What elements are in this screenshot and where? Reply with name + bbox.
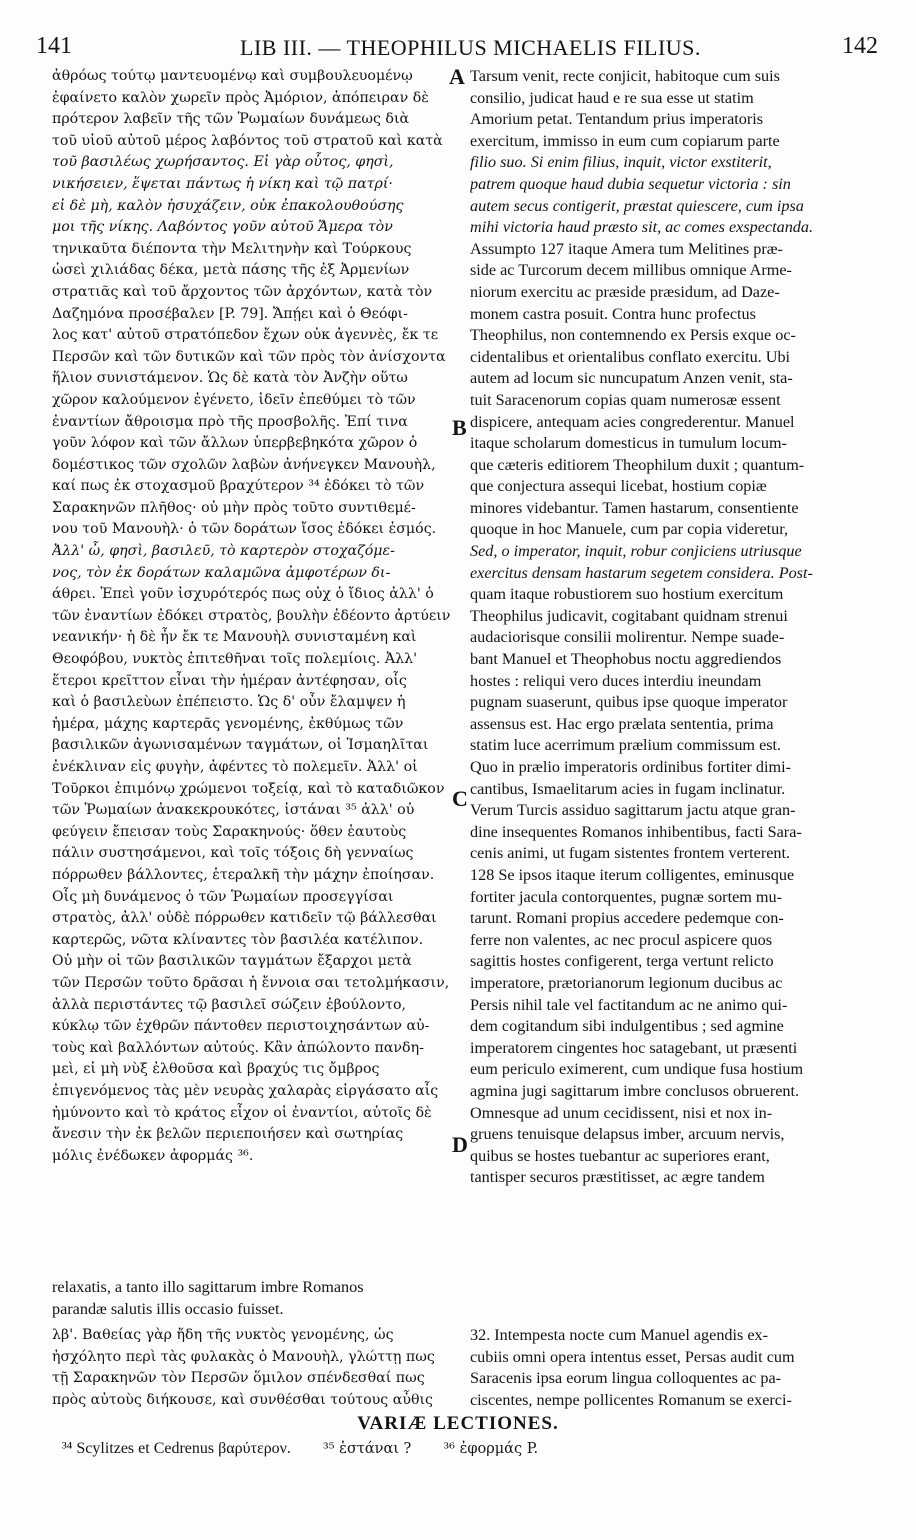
margin-letter-b: B: [452, 415, 467, 440]
footnotes: [62, 1440, 566, 1458]
greek-text-line: Θεοφόβου, νυκτὸς ἐπιτεθῆναι τοῖς πολεμίοις. Ἀλλ': [52, 651, 417, 668]
margin-letter-d: D: [452, 1132, 468, 1157]
greek-text-line: Τοῦρκοι ἐπιμόνῳ χρώμενοι τοξείᾳ, καὶ τὸ καταδιῶκον: [52, 780, 445, 797]
latin-text-line: Theophilus, non contemnendo ex Persis exque oc-: [470, 326, 796, 345]
greek-text-line: Οὐ μὴν οἱ τῶν βασιλικῶν ταγμάτων ἔξαρχοι μετὰ: [52, 953, 412, 970]
latin-text-line: exercitus densam hastarum segetem considera. Post-: [470, 563, 813, 582]
latin-text-line: quoque in hoc Manuele, cum par copia videretur,: [470, 520, 789, 539]
greek-text-line: μόλις ἐνέδωκεν ἀφορμάς ³⁶.: [52, 1147, 254, 1164]
latin-text-line: tarunt. Romani propius accedere pedemque con-: [470, 909, 784, 928]
greek-text-line: ἡμέρα, μάχης καρτερᾶς γενομένης, ἐκθύμως τῶν: [52, 715, 404, 732]
latin-text-line: Omnesque ad unum cecidissent, nisi et nox in-: [470, 1103, 773, 1122]
footnote: ³⁴ Scylitzes et Cedrenus βαρύτερον.: [62, 1440, 291, 1457]
greek-text-line: Περσῶν καὶ τῶν δυτικῶν καὶ τῶν πρὸς τὸν ἀνίσχοντα: [52, 348, 446, 365]
latin-text-line: niorum exercitu ac præside præsidum, ad Daze-: [470, 282, 780, 301]
greek-text-line: ἥλιον συνιστάμενον. Ὡς δὲ κατὰ τὸν Ἀνζὴν οὕτω: [52, 370, 408, 387]
latin-text-line: quam itaque robustiorem suo hostium exercitum: [470, 585, 784, 604]
continuation-line: parandæ salutis illis occasio fuisset.: [52, 1299, 284, 1318]
greek-text-line: ἠσχόλητο περὶ τὰς φυλακὰς ὁ Μανουὴλ, γλώττῃ πως: [52, 1348, 435, 1365]
greek-text-line: νος, τὸν ἐκ δοράτων καλαμῶνα ἀμφοτέρων δι-: [52, 564, 391, 581]
greek-text-line: τοὺς καὶ βαλλόντων αὐτούς. Κἂν ἀπώλοντο πανδη-: [52, 1039, 424, 1056]
latin-text-line: hostes : reliqui vero duces interdiu ineundam: [470, 671, 762, 690]
greek-text-line: φεύγειν ἔπεισαν τοὺς Σαρακηνούς· ὅθεν ἑαυτοὺς: [52, 823, 407, 840]
latin-text-line: autem ad locum sic nuncupatum Anzen venit, sta-: [470, 369, 793, 388]
greek-text-line: στρατιᾶς καὶ τοῦ ἄρχοντος τῶν ἀρχόντων, κατὰ τὸν: [52, 283, 433, 300]
greek-text-line: ἄνεσιν τὴν ἐκ βελῶν περιεποιήσεν καὶ σωτηρίας: [52, 1126, 404, 1143]
latin-text-line: Tarsum venit, recte conjicit, habitoque cum suis: [470, 67, 780, 85]
latin-column: [470, 66, 878, 1189]
greek-text-line: ὡσεὶ χιλιάδας δέκα, μετὰ πάσης τῆς ἐξ Ἀρμενίων: [52, 262, 410, 279]
full-width-continuation: [52, 1277, 878, 1320]
latin-text-line: consilio, judicat haud e re sua esse ut statim: [470, 88, 754, 107]
greek-text-line: ἐπιγενόμενος τὰς μὲν νευρὰς χαλαρὰς εἰργάσατο αἷς: [52, 1082, 439, 1099]
greek-text-line: νου τοῦ Μανουὴλ· ὁ τῶν δοράτων ἴσος ἐδόκει ἐσμός.: [52, 521, 437, 538]
greek-text-line: γοῦν λόφον καὶ τῶν ἄλλων ὑπερβεβηκότα χῶρον ὁ: [52, 435, 418, 452]
latin-text-line: monem castra posuit. Contra hunc profectus: [470, 304, 756, 323]
greek-text-line: τοῦ βασιλέως χωρήσαντος. Εἰ γὰρ οὗτος, φησὶ,: [52, 154, 394, 171]
greek-text-line: βασιλικῶν ἀγωνισαμένων ταγμάτων, οἱ Ἰσμαηλῖται: [52, 737, 429, 754]
greek-text-line: νεανικήν· ἡ δὲ ἦν ἔκ τε Μανουὴλ συνισταμένη καὶ: [52, 629, 417, 646]
latin-text-line: fortiter jacula contorquentes, pugnæ sortem mu-: [470, 887, 782, 906]
latin-text-line: cubiis omni opera intentus esset, Persas audit cum: [470, 1347, 795, 1366]
latin-text-line: autem secus contigerit, præstat quiescere, cum ipsa: [470, 196, 804, 215]
greek-text-line: Οἷς μὴ δυνάμενος ὁ τῶν Ῥωμαίων προσεγγίσαι: [52, 888, 394, 905]
greek-text-line: Σαρακηνῶν πλῆθος· οὐ μὴν πρὸς τοῦτο συντιθεμέ-: [52, 499, 416, 516]
greek-text-line: πόρρωθεν βάλλοντες, ἑτεραλκῆ τὴν μάχην ἐποίησαν.: [52, 866, 435, 883]
greek-text-line: ἀθρόως τούτῳ μαντευομένῳ καὶ συμβουλευομένῳ: [52, 68, 413, 84]
latin-text-line: quibus se hostes tuebantur ac superiores erant,: [470, 1146, 770, 1165]
latin-text-line: dispicere, antequam acies congrederentur. Manuel: [470, 412, 795, 431]
latin-text-line: side ac Turcorum decem millibus omnique Arme-: [470, 261, 792, 280]
latin-text-line: statim luce acerrimum prælium commissum est.: [470, 736, 782, 755]
greek-text-line: ἐφαίνετο καλὸν χωρεῖν πρὸς Ἀμόριον, ἀπόπειραν δὲ: [52, 89, 429, 106]
continuation-line: relaxatis, a tanto illo sagittarum imbre Romanos: [52, 1278, 364, 1296]
latin-text-line: patrem quoque haud dubia sequetur victoria : sin: [470, 174, 791, 193]
latin-text-line: Persis nihil tale vel factitandum ac ne animo qui-: [470, 995, 788, 1014]
latin-text-line: 32. Intempesta nocte cum Manuel agendis ex-: [470, 1326, 769, 1344]
greek-text-line: λος κατ' αὐτοῦ στρατόπεδον ἔχων οὐκ ἀγεννὲς, ἔκ τε: [52, 327, 439, 344]
page-number-left: 141: [36, 33, 72, 59]
latin-text-line: dem cogitandum sibi indulgentibus ; sed agmine: [470, 1017, 784, 1036]
greek-column: [52, 66, 456, 1167]
latin-text-line: que cæteris editiorem Theophilum duxit ; quantum-: [470, 455, 805, 474]
latin-text-line: filio suo. Si enim filius, inquit, victor exstiterit,: [470, 153, 772, 172]
greek-text-line: ἠμύνοντο καὶ τὸ κράτος εἶχον οἱ ἐναντίοι, αὐτοῖς δὲ: [52, 1104, 432, 1121]
greek-text-line: Δαζημόνα προσέβαλεν [P. 79]. Ἄπῄει καὶ ὁ Θεόφι-: [52, 305, 408, 322]
latin-text-line: Assumpto 127 itaque Amera tum Melitines præ-: [470, 239, 783, 258]
latin-text-line: bant Manuel et Theophobus noctu aggrediendos: [470, 650, 782, 669]
greek-text-line: πρότερον λαβεῖν τῆς τῶν Ῥωμαίων δυνάμεως διὰ: [52, 111, 410, 128]
latin-text-line: agmina jugi sagittarum imbre conclusos obruerent.: [470, 1081, 800, 1100]
section-greek: [52, 1325, 456, 1411]
latin-text-line: sagittis hostes configerent, terga vertunt relicto: [470, 952, 774, 971]
latin-text-line: tantisper securos præstitisset, ac ægre tandem: [470, 1168, 765, 1187]
greek-text-line: τῶν Περσῶν τοῦτο δρᾶσαι ἡ ἔννοια σαι τετολμήκασιν,: [52, 974, 450, 991]
latin-text-line: que conjectura assequi licebat, hostium copiæ: [470, 477, 767, 496]
varia-lectiones-heading: VARIÆ LECTIONES.: [357, 1413, 559, 1434]
latin-text-line: cantibus, Ismaelitarum acies in fugam inclinatur.: [470, 779, 786, 798]
greek-text-line: λβ'. Βαθείας γὰρ ἤδη τῆς νυκτὸς γενομένης, ὡς: [52, 1327, 394, 1343]
latin-text-line: Amorium petat. Tentandum prius imperatoris: [470, 110, 764, 129]
margin-letter-a: A: [449, 64, 465, 89]
greek-text-line: Ἀλλ' ὦ, φησὶ, βασιλεῦ, τὸ καρτερὸν στοχαζόμε-: [52, 543, 395, 560]
latin-text-line: cenis animi, ut fugam sistentes frontem verterent.: [470, 844, 791, 863]
latin-text-line: minores videbantur. Tamen hastarum, consentiente: [470, 498, 799, 517]
greek-text-line: ἕτεροι κρεῖττον εἶναι τὴν ἡμέραν ἀντέφησαν, οἷς: [52, 672, 407, 689]
greek-text-line: τῇ Σαρακηνῶν τὸν Περσῶν ὅμιλον σπένδεσθαί πως: [52, 1370, 425, 1387]
latin-text-line: audaciorisque consilii molirentur. Nempe suade-: [470, 628, 785, 647]
latin-text-line: gruens tenuisque delapsus imber, arcuum nervis,: [470, 1125, 785, 1144]
greek-text-line: ἐνέκλιναν εἰς φυγὴν, ἀφέντες τὸ πολεμεῖν. Ἀλλ' οἱ: [52, 759, 418, 775]
latin-text-line: assensus est. Hac ergo prælata sententia, prima: [470, 714, 774, 733]
greek-text-line: τηνικαῦτα διέποντα τὴν Μελιτηνὴν καὶ Τούρκους: [52, 240, 412, 257]
greek-text-line: άθρει. Ἐπεὶ γοῦν ἰσχυρότερός πως οὐχ ὁ ἴδιος ἀλλ' ὁ: [52, 586, 434, 603]
latin-text-line: cidentalibus et orientalibus conflato exercitu. Ubi: [470, 347, 791, 366]
latin-text-line: eum periculo eximerent, cum undique fusa hostium: [470, 1060, 804, 1079]
latin-text-line: Saracenis ipsa eorum lingua colloquentes ac pa-: [470, 1369, 782, 1388]
greek-text-line: πρὸς αὐτοὺς διήκουσε, καὶ συνθέσθαι τούτους αὖθις: [52, 1391, 433, 1408]
page-header: [30, 33, 878, 63]
latin-text-line: Verum Turcis assiduo sagittarum jactu atque gran-: [470, 801, 796, 820]
latin-text-line: imperatorem cingentes hoc satagebant, ut præsenti: [470, 1038, 798, 1057]
latin-text-line: Quo in prælio imperatoris ordinibus fortiter dimi-: [470, 758, 792, 776]
greek-text-line: τῶν ἐναντίων ἐδόκει στρατὸς, βουλὴν ἐδέοντο ἀρτύειν: [52, 607, 451, 624]
margin-letter-c: C: [452, 786, 468, 811]
greek-text-line: εἰ δὲ μὴ, καλὸν ἡσυχάζειν, οὐκ ἐπακολουθούσης: [52, 197, 404, 214]
latin-text-line: pugnam suaserunt, quibus ipse quoque imperator: [470, 693, 788, 712]
latin-text-line: mihi victoria haud præsto sit, ac comes exspectanda.: [470, 218, 814, 237]
footnote: ³⁶ ἐφορμάς P.: [443, 1441, 539, 1457]
latin-text-line: Sed, o imperator, inquit, robur conjiciens utriusque: [470, 542, 802, 561]
greek-text-line: καρτερῶς, νῶτα κλίναντες τὸν βασιλέα κατέλιπον.: [52, 931, 424, 948]
greek-text-line: καὶ ὁ βασιλεὺων ἐπέπειστο. Ὡς δ' οὖν ἔλαμψεν ἡ: [52, 694, 406, 711]
greek-text-line: κύκλῳ τῶν ἐχθρῶν πάντοθεν περιστοιχησάντων αὐ-: [52, 1018, 430, 1035]
footnote: ³⁵ ἑστάναι ?: [322, 1441, 412, 1457]
greek-text-line: νικήσειεν, ἕψεται πάντως ἡ νίκη καὶ τῷ πατρί·: [52, 175, 393, 192]
greek-text-line: χῶρον καλούμενον ἐγένετο, ἰδεῖν ἐπεθύμει τὸ τῶν: [52, 391, 416, 408]
latin-text-line: itaque scholarum domesticus in tumulum locum-: [470, 434, 787, 453]
greek-text-line: πάλιν συστησάμενοι, καὶ τοῖς τόξοις δὴ γενναίως: [52, 845, 414, 862]
latin-text-line: exercitum, immisso in eum cum copiarum parte: [470, 131, 780, 150]
greek-text-line: δομέστικος τῶν σχολῶν λαβὼν ἀνήνεγκεν Μανουὴλ,: [52, 456, 436, 473]
greek-text-line: ἐναντίων ἄθροισμα πρὸ τῆς προσβολῆς. Ἐπί τινα: [52, 413, 408, 430]
page-number-right: 142: [842, 33, 878, 59]
greek-text-line: τοῦ υἱοῦ αὐτοῦ μέρος λαβόντος τοῦ στρατοῦ καὶ κατὰ: [52, 132, 443, 149]
section-latin: [470, 1325, 878, 1411]
greek-text-line: τῶν Ῥωμαίων ἀνακεκρουκότες, ἱστάναι ³⁵ ἀλλ' οὐ: [52, 802, 415, 819]
latin-text-line: imperatore, prætorianorum legionum ducibus ac: [470, 973, 783, 992]
running-title: LIB III. — THEOPHILUS MICHAELIS FILIUS.: [240, 35, 701, 60]
greek-text-line: μοι τῆς νίκης. Λαβόντος γοῦν αὐτοῦ Ἄμερα τὸν: [52, 219, 393, 236]
greek-text-line: στρατὸς, ἀλλ' οὐδὲ πόρρωθεν κατιδεῖν τῷ βάλλεσθαι: [52, 910, 437, 927]
latin-text-line: 128 Se ipsos itaque iterum colligentes, eminusque: [470, 865, 795, 884]
latin-text-line: dine insequentes Romanos inhibentibus, facti Sara-: [470, 822, 802, 841]
latin-text-line: ciscentes, nempe pollicentes Romanum se exerci-: [470, 1390, 792, 1409]
greek-text-line: ἀλλὰ περιστάντες τῷ βασιλεῖ σώζειν ἐβούλοντο,: [52, 996, 407, 1013]
latin-text-line: Theophilus judicavit, cogitabant quidnam strenui: [470, 606, 788, 625]
greek-text-line: καί πως ἐκ στοχασμοῦ βραχύτερον ³⁴ ἐδόκει τὸ τῶν: [52, 478, 425, 495]
latin-text-line: tuit Saracenorum copias quam numerosæ essent: [470, 390, 781, 409]
greek-text-line: μεὶ, εἰ μὴ νὺξ ἐλθοῦσα καὶ βραχύς τις ὄμβρος: [52, 1061, 380, 1078]
latin-text-line: ferre non valentes, ac nec procul aspicere quos: [470, 930, 773, 949]
